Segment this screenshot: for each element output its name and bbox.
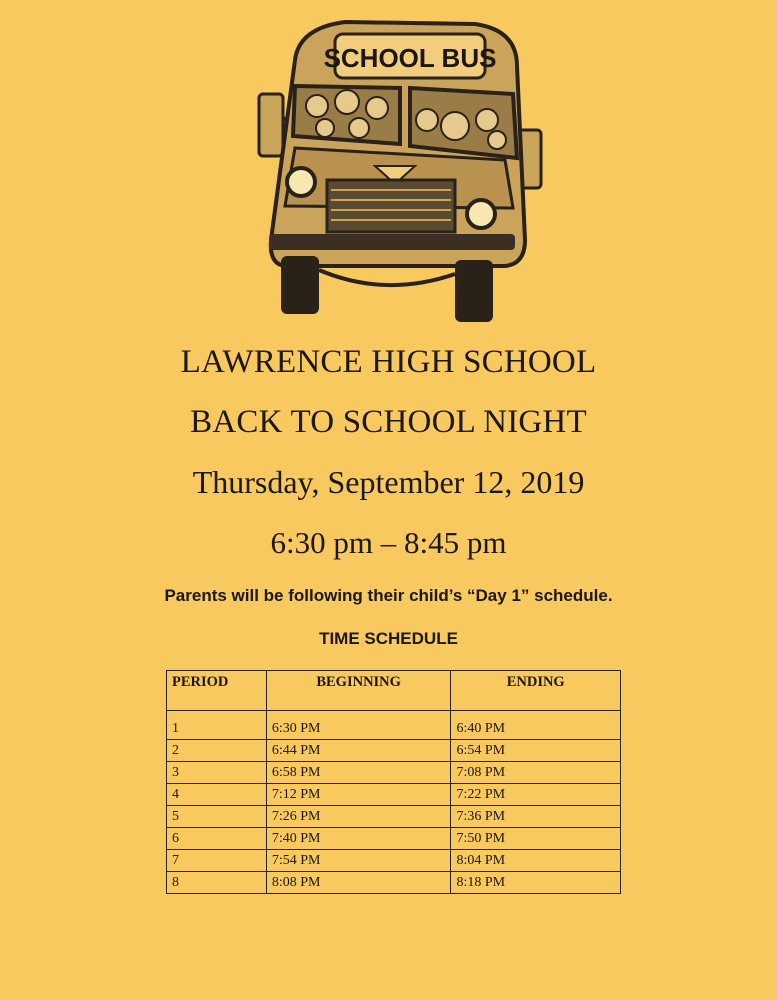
schedule-note: Parents will be following their child’s “Day 1” schedule. — [164, 586, 613, 605]
period-cell: 7 — [167, 850, 267, 872]
period-cell: 2 — [167, 740, 267, 762]
period-cell: 1 — [167, 711, 267, 740]
period-cell: 5 — [167, 806, 267, 828]
begin-cell: 6:58 PM — [266, 762, 451, 784]
begin-cell: 7:12 PM — [266, 784, 451, 806]
end-cell: 7:50 PM — [451, 828, 621, 850]
event-title: BACK TO SCHOOL NIGHT — [190, 404, 587, 440]
period-cell: 8 — [167, 872, 267, 894]
end-cell: 7:36 PM — [451, 806, 621, 828]
time-schedule-table — [166, 670, 621, 894]
event-time: 6:30 pm – 8:45 pm — [270, 525, 507, 560]
end-cell: 8:04 PM — [451, 850, 621, 872]
table-row — [167, 740, 621, 762]
school-name: LAWRENCE HIGH SCHOOL — [180, 344, 597, 380]
school-bus-illustration — [255, 8, 555, 328]
begin-cell: 6:44 PM — [266, 740, 451, 762]
table-row — [167, 850, 621, 872]
period-cell: 6 — [167, 828, 267, 850]
table-row — [167, 762, 621, 784]
end-cell: 7:08 PM — [451, 762, 621, 784]
period-cell: 3 — [167, 762, 267, 784]
end-cell: 6:54 PM — [451, 740, 621, 762]
table-row — [167, 784, 621, 806]
begin-cell: 7:54 PM — [266, 850, 451, 872]
end-cell: 8:18 PM — [451, 872, 621, 894]
period-cell: 4 — [167, 784, 267, 806]
begin-cell: 7:40 PM — [266, 828, 451, 850]
begin-cell: 7:26 PM — [266, 806, 451, 828]
table-row — [167, 806, 621, 828]
column-header-period: PERIOD — [167, 671, 267, 711]
table-header-row — [167, 671, 621, 711]
table-row — [167, 828, 621, 850]
begin-cell: 8:08 PM — [266, 872, 451, 894]
event-date: Thursday, September 12, 2019 — [192, 464, 585, 500]
begin-cell: 6:30 PM — [266, 711, 451, 740]
table-row — [167, 711, 621, 740]
schedule-title: TIME SCHEDULE — [319, 629, 458, 648]
column-header-beginning: BEGINNING — [266, 671, 451, 711]
table-row — [167, 872, 621, 894]
bus-sign-text: SCHOOL BUS — [323, 43, 497, 73]
column-header-ending: ENDING — [451, 671, 621, 711]
end-cell: 7:22 PM — [451, 784, 621, 806]
end-cell: 6:40 PM — [451, 711, 621, 740]
